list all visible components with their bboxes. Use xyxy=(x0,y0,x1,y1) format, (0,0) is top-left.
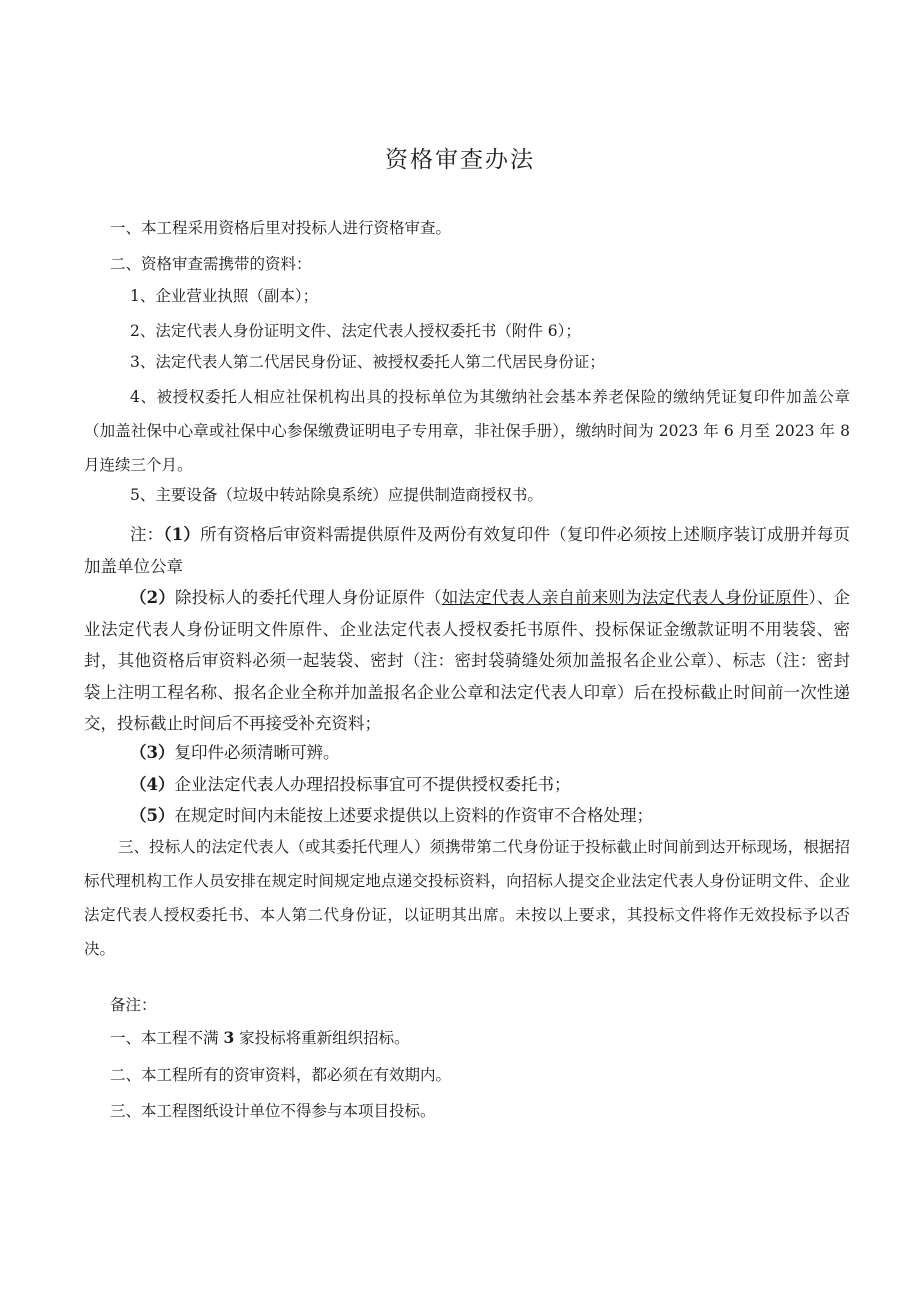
note-3-number: （3） xyxy=(130,743,175,762)
note-5-text: 在规定时间内未能按上述要求提供以上资料的作资审不合格处理； xyxy=(174,806,653,825)
page-title: 资格审查办法 xyxy=(385,147,535,173)
remark-1-number: 3 xyxy=(223,1028,235,1047)
remark-1-text-b: 家投标将重新组织招标。 xyxy=(234,1029,410,1047)
note-2-underlined-text: 如法定代表人亲自前来则为法定代表人身份证原件 xyxy=(441,588,809,607)
remark-1-text-a: 一、本工程不满 xyxy=(110,1029,224,1047)
note-1-number: （1） xyxy=(163,525,201,544)
note-2-number: （2） xyxy=(130,588,175,607)
note-3 xyxy=(130,737,339,769)
note-2-text-b: ）、企业法定代表人身份证明文件原件、企业法定代表人授权委托书原件、投标保证金缴款证明不用装袋、密封，其他资格后审资料必须一起装袋、密封（注：密封袋骑缝处须加盖报名企业公章）、标志（注：密封袋上注明工程名称、报名企业全称并加盖报名企业公章和法定代表人印章）后在投标截止时间前一次性递交，投标截止时间后不再接受补充资料； xyxy=(84,588,851,733)
sub-item-4: 4、被授权委托人相应社保机构出具的投标单位为其缴纳社会基本养老保险的缴纳凭证复印件加盖公章（加盖社保中心章或社保中心参保缴费证明电子专用章，非社保手册），缴纳时间为 2023 年 6 月至 2023 年 8 月连续三个月。 xyxy=(84,388,850,474)
note-2 xyxy=(84,582,850,740)
note-4-number: （4） xyxy=(130,775,175,794)
note-5 xyxy=(130,800,653,832)
sub-item-5: 5、主要设备（垃圾中转站除臭系统）应提供制造商授权书。 xyxy=(130,486,543,504)
note-1-text: 所有资格后审资料需提供原件及两份有效复印件（复印件必须按上述顺序装订成册并每页加盖单位公章 xyxy=(84,525,851,576)
note-1 xyxy=(84,519,850,582)
note-label: 注： xyxy=(130,525,164,544)
remark-1 xyxy=(110,1027,410,1049)
note-2-text-a: 除投标人的委托代理人身份证原件（ xyxy=(175,588,442,607)
item-2: 二、资格审查需携带的资料： xyxy=(110,255,312,273)
remark-3: 三、本工程图纸设计单位不得参与本项目投标。 xyxy=(110,1102,436,1120)
section-3: 三、投标人的法定代表人（或其委托代理人）须携带第二代身份证于投标截止时间前到达开标现场，根据招标代理机构工作人员安排在规定时间规定地点递交投标资料，向招标人提交企业法定代表人身份证明文件、企业法定代表人授权委托书、本人第二代身份证，以证明其出席。未按以上要求，其投标文件将作无效投标予以否决。 xyxy=(84,838,850,958)
remark-2: 二、本工程所有的资审资料，都必须在有效期内。 xyxy=(110,1066,452,1084)
note-3-text: 复印件必须清晰可辨。 xyxy=(174,743,340,762)
note-4 xyxy=(130,769,570,801)
sub-item-3: 3、法定代表人第二代居民身份证、被授权委托人第二代居民身份证； xyxy=(130,353,605,371)
sub-item-1: 1、企业营业执照（副本）； xyxy=(130,287,319,305)
note-4-text: 企业法定代表人办理招投标事宜可不提供授权委托书； xyxy=(174,775,571,794)
remarks-label: 备注： xyxy=(110,996,157,1014)
sub-item-2: 2、法定代表人身份证明文件、法定代表人授权委托书（附件 6）； xyxy=(130,322,581,340)
item-1: 一、本工程采用资格后里对投标人进行资格审查。 xyxy=(110,219,452,237)
note-5-number: （5） xyxy=(130,806,175,825)
